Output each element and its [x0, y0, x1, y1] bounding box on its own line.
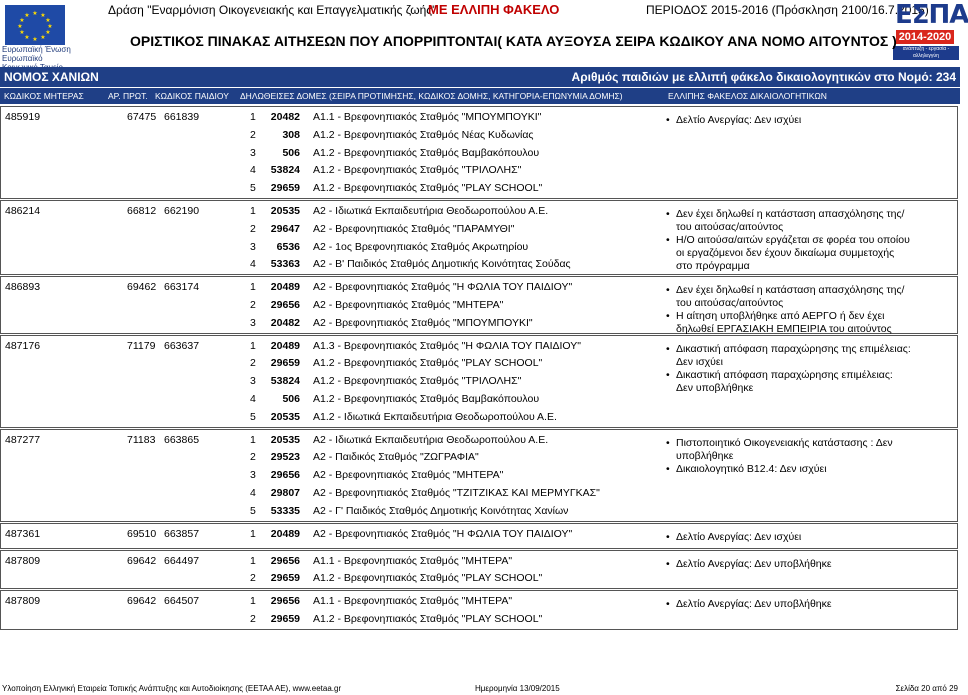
- page-title: ΟΡΙΣΤΙΚΟΣ ΠΙΝΑΚΑΣ ΑΙΤΗΣΕΩΝ ΠΟΥ ΑΠΟΡΡΙΠΤΟΝΤΑΙ( ΚΑΤΑ ΑΥΞΟΥΣΑ ΣΕΙΡΑ ΚΩΔΙΚΟΥ ΑΝΑ ΝΟΜΟ ΑΙΤΟΥΝΤΟΣ ): [130, 33, 897, 49]
- structure-code: 506: [282, 146, 300, 159]
- mother-code: 487361: [5, 527, 41, 540]
- missing-docs-notes: [666, 114, 911, 127]
- espa-subtitle: ανάπτυξη - εργασία - αλληλεγγύη: [893, 46, 959, 60]
- preference-rank: 1: [250, 205, 256, 217]
- missing-doc-note: • Δελτίο Ανεργίας: Δεν υποβλήθηκε: [666, 598, 911, 611]
- prefecture-bar: [0, 67, 960, 87]
- missing-doc-note: • Δικαιολογητικό Β12.4: Δεν ισχύει: [666, 463, 911, 476]
- preference-rank: 1: [250, 595, 256, 608]
- preference-rank: 3: [250, 146, 256, 159]
- preference-rank: 2: [250, 298, 256, 311]
- structure-name: Α2 - Βρεφονηπιακός Σταθμός "Η ΦΩΛΙΑ ΤΟΥ ΠΑΙΔΙΟΥ": [313, 281, 573, 294]
- structure-code: 20482: [270, 316, 300, 329]
- preference-rank: 2: [250, 357, 256, 370]
- record-row: [0, 276, 958, 336]
- structure-name: Α1.1 - Βρεφονηπιακός Σταθμός "ΜΗΤΕΡΑ": [313, 595, 513, 608]
- protocol-number: 69462: [127, 281, 157, 294]
- preference-rank: 2: [250, 572, 256, 585]
- eu-caption: Ευρωπαϊκή Ένωση Ευρωπαϊκό: [2, 45, 71, 63]
- structure-name: Α1.2 - Βρεφονηπιακός Σταθμός Νέας Κυδωνίας: [313, 128, 534, 141]
- structure-code: 29807: [270, 486, 300, 499]
- child-code: 663174: [164, 281, 200, 294]
- structure-name: Α1.1 - Βρεφονηπιακός Σταθμός "ΜΗΤΕΡΑ": [313, 554, 513, 567]
- child-code: 663637: [164, 339, 200, 352]
- record-row: [0, 429, 958, 522]
- missing-docs-notes: [666, 208, 911, 273]
- mother-code: 486893: [5, 281, 41, 294]
- child-code: 663865: [164, 433, 200, 446]
- mother-code: 486214: [5, 205, 41, 217]
- preference-rank: 3: [250, 469, 256, 482]
- missing-docs-notes: [666, 284, 911, 336]
- structure-name: Α2 - Βρεφονηπιακός Σταθμός "ΜΠΟΥΜΠΟΥΚΙ": [313, 316, 533, 329]
- footer-date: Ημερομηνία 13/09/2015: [475, 684, 560, 693]
- structure-name: Α1.2 - Ιδιωτικά Εκπαιδευτήρια Θεοδωροπούλου Α.Ε.: [313, 410, 557, 423]
- table-header: [0, 88, 960, 104]
- structure-code: 29659: [270, 612, 300, 625]
- preference-rank: 5: [250, 182, 256, 195]
- preference-rank: 2: [250, 128, 256, 141]
- missing-doc-note: • Η/Ο αιτούσα/αιτών εργάζεται σε φορέα του οποίου οι εργαζόμενοι δεν έχουν δικαίωμα συμμετοχής στο πρόγραμμα: [666, 234, 911, 273]
- missing-docs-notes: [666, 343, 911, 395]
- structure-code: 6536: [276, 240, 300, 253]
- missing-doc-note: • Δεν έχει δηλωθεί η κατάσταση απασχόλησης της/του αιτούσας/αιτούντος: [666, 208, 911, 234]
- structure-code: 29656: [270, 554, 300, 567]
- preference-rank: 4: [250, 164, 256, 177]
- structure-name: Α1.2 - Βρεφονηπιακός Σταθμός Βαμβακόπουλου: [313, 392, 540, 405]
- record-row: [0, 335, 958, 428]
- structure-name: Α1.2 - Βρεφονηπιακός Σταθμός "PLAY SCHOOL": [313, 182, 543, 195]
- structure-code: 29659: [270, 357, 300, 370]
- svg-text:★: ★: [32, 36, 38, 43]
- structure-name: Α1.3 - Βρεφονηπιακός Σταθμός "Η ΦΩΛΙΑ ΤΟΥ ΠΑΙΔΙΟΥ": [313, 339, 581, 352]
- structure-name: Α2 - Β' Παιδικός Σταθμός Δημοτικής Κοινότητας Σούδας: [313, 258, 571, 271]
- protocol-number: 67475: [127, 111, 157, 123]
- protocol-number: 71179: [127, 339, 156, 352]
- prefecture-count: Αριθμός παιδιών με ελλιπή φάκελο δικαιολογητικών στο Νομό: 234: [571, 70, 956, 84]
- structure-name: Α2 - Ιδιωτικά Εκπαιδευτήρια Θεοδωροπούλου Α.Ε.: [313, 433, 549, 446]
- structure-name: Α1.1 - Βρεφονηπιακός Σταθμός "ΜΠΟΥΜΠΟΥΚΙ": [313, 111, 542, 123]
- header-missing-docs: ΕΛΛΙΠΗΣ ΦΑΚΕΛΟΣ ΔΙΚΑΙΟΛΟΓΗΤΙΚΩΝ: [668, 91, 827, 101]
- espa-word: ΕΣΠΑ: [895, 0, 968, 30]
- structure-code: 20482: [270, 111, 300, 123]
- structure-code: 29656: [270, 298, 300, 311]
- preference-rank: 1: [250, 554, 256, 567]
- preference-rank: 5: [250, 504, 256, 517]
- mother-code: 487809: [5, 554, 41, 567]
- structure-code: 20489: [270, 527, 300, 540]
- structure-name: Α2 - Βρεφονηπιακός Σταθμός "ΤΖΙΤΖΙΚΑΣ ΚΑΙ ΜΕΡΜΥΓΚΑΣ": [313, 486, 600, 499]
- record-row: [0, 590, 958, 630]
- protocol-number: 69642: [127, 595, 157, 608]
- structure-name: Α1.2 - Βρεφονηπιακός Σταθμός "ΤΡΙΛΟΛΗΣ": [313, 164, 522, 177]
- structure-code: 20535: [270, 410, 300, 423]
- structure-code: 29659: [270, 572, 300, 585]
- svg-text:★: ★: [40, 34, 46, 41]
- protocol-number: 71183: [127, 433, 156, 446]
- mother-code: 487809: [5, 595, 41, 608]
- header-structures: ΔΗΛΩΘΕΙΣΕΣ ΔΟΜΕΣ (ΣΕΙΡΑ ΠΡΟΤΙΜΗΣΗΣ, ΚΩΔΙΚΟΣ ΔΟΜΗΣ, ΚΑΤΗΓΟΡΙΑ-ΕΠΩΝΥΜΙΑ ΔΟΜΗΣ): [240, 91, 623, 101]
- preference-rank: 1: [250, 111, 256, 123]
- svg-text:★: ★: [45, 17, 51, 24]
- structure-code: 29656: [270, 469, 300, 482]
- structure-code: 53363: [270, 258, 300, 271]
- protocol-number: 69642: [127, 554, 157, 567]
- record-row: [0, 200, 958, 275]
- structure-code: 20489: [270, 339, 300, 352]
- structure-name: Α2 - Βρεφονηπιακός Σταθμός "ΠΑΡΑΜΥΘΙ": [313, 222, 515, 235]
- svg-text:★: ★: [32, 10, 38, 17]
- preference-rank: 1: [250, 281, 256, 294]
- preference-rank: 3: [250, 375, 256, 388]
- child-code: 661839: [164, 111, 200, 123]
- preference-rank: 2: [250, 451, 256, 464]
- action-title: Δράση "Εναρμόνιση Οικογενειακής και Επαγγελματικής ζωής": [108, 3, 437, 17]
- missing-doc-note: • Η αίτηση υποβλήθηκε από ΑΕΡΓΟ ή δεν έχει δηλωθεί ΕΡΓΑΣΙΑΚΗ ΕΜΠΕΙΡΙΑ του αιτούντος: [666, 310, 911, 336]
- structure-name: Α1.2 - Βρεφονηπιακός Σταθμός "PLAY SCHOOL": [313, 612, 543, 625]
- preference-rank: 4: [250, 392, 256, 405]
- mother-code: 487277: [5, 433, 41, 446]
- child-code: 664507: [164, 595, 200, 608]
- structure-code: 29659: [270, 182, 300, 195]
- eu-flag-logo: [5, 5, 65, 45]
- svg-text:★: ★: [19, 17, 25, 24]
- svg-text:★: ★: [19, 29, 25, 36]
- structure-name: Α2 - Γ' Παιδικός Σταθμός Δημοτικής Κοινότητας Χανίων: [313, 504, 569, 517]
- espa-years: 2014-2020: [896, 30, 954, 44]
- top-header: [0, 2, 960, 18]
- missing-doc-note: • Πιστοποιητικό Οικογενειακής κατάστασης : Δεν υποβλήθηκε: [666, 437, 911, 463]
- header-child-code: ΚΩΔΙΚΟΣ ΠΑΙΔΙΟΥ: [155, 91, 229, 101]
- prefecture-name: ΝΟΜΟΣ ΧΑΝΙΩΝ: [4, 70, 99, 84]
- missing-doc-note: • Δελτίο Ανεργίας: Δεν υποβλήθηκε: [666, 558, 911, 571]
- header-mother-code: ΚΩΔΙΚΟΣ ΜΗΤΕΡΑΣ: [4, 91, 84, 101]
- missing-doc-note: • Δελτίο Ανεργίας: Δεν ισχύει: [666, 531, 911, 544]
- missing-doc-note: • Δικαστική απόφαση παραχώρησης της επιμέλειας: Δεν ισχύει: [666, 343, 911, 369]
- mother-code: 487176: [5, 339, 41, 352]
- missing-docs-notes: [666, 437, 911, 476]
- structure-code: 29656: [270, 595, 300, 608]
- child-code: 663857: [164, 527, 200, 540]
- footer-implementation: Υλοποίηση Ελληνική Εταιρεία Τοπικής Ανάπτυξης και Αυτοδιοίκησης (ΕΕΤΑΑ ΑΕ), www.eetaa.gr: [2, 684, 342, 693]
- missing-doc-note: • Δικαστική απόφαση παραχώρησης επιμέλειας: Δεν υποβλήθηκε: [666, 369, 911, 395]
- missing-docs-notes: [666, 531, 911, 544]
- svg-text:★: ★: [24, 12, 30, 19]
- structure-name: Α1.2 - Βρεφονηπιακός Σταθμός "ΤΡΙΛΟΛΗΣ": [313, 375, 522, 388]
- preference-rank: 2: [250, 612, 256, 625]
- svg-text:★: ★: [40, 12, 46, 19]
- file-state-title: ΜΕ ΕΛΛΙΠΗ ΦΑΚΕΛΟ: [428, 2, 560, 17]
- structure-code: 29523: [270, 451, 300, 464]
- structure-name: Α2 - Βρεφονηπιακός Σταθμός "ΜΗΤΕΡΑ": [313, 469, 504, 482]
- record-row: [0, 106, 958, 199]
- record-row: [0, 550, 958, 590]
- structure-code: 506: [282, 392, 300, 405]
- structure-name: Α1.2 - Βρεφονηπιακός Σταθμός "PLAY SCHOOL": [313, 572, 543, 585]
- structure-code: 308: [282, 128, 300, 141]
- footer-page: Σελίδα 20 από 29: [895, 684, 958, 693]
- period-title: ΠΕΡΙΟΔΟΣ 2015-2016 (Πρόσκληση 2100/16.7.2015): [646, 3, 929, 17]
- missing-doc-note: • Δελτίο Ανεργίας: Δεν ισχύει: [666, 114, 911, 127]
- svg-text:★: ★: [47, 23, 53, 30]
- preference-rank: 5: [250, 410, 256, 423]
- structure-name: Α1.2 - Βρεφονηπιακός Σταθμός Βαμβακόπουλου: [313, 146, 540, 159]
- preference-rank: 3: [250, 240, 256, 253]
- child-code: 662190: [164, 205, 200, 217]
- structure-code: 20535: [270, 433, 300, 446]
- preference-rank: 4: [250, 258, 256, 271]
- structure-code: 53824: [270, 375, 300, 388]
- preference-rank: 1: [250, 339, 256, 352]
- svg-text:★: ★: [17, 23, 23, 30]
- structure-code: 29647: [270, 222, 300, 235]
- structure-code: 20489: [270, 281, 300, 294]
- preference-rank: 3: [250, 316, 256, 329]
- child-code: 664497: [164, 554, 200, 567]
- structure-name: Α2 - Ιδιωτικά Εκπαιδευτήρια Θεοδωροπούλου Α.Ε.: [313, 205, 549, 217]
- preference-rank: 4: [250, 486, 256, 499]
- structure-name: Α2 - Βρεφονηπιακός Σταθμός "Η ΦΩΛΙΑ ΤΟΥ ΠΑΙΔΙΟΥ": [313, 527, 573, 540]
- protocol-number: 69510: [127, 527, 157, 540]
- structure-name: Α2 - Παιδικός Σταθμός "ΖΩΓΡΑΦΙΑ": [313, 451, 479, 464]
- preference-rank: 1: [250, 527, 256, 540]
- structure-name: Α1.2 - Βρεφονηπιακός Σταθμός "PLAY SCHOOL": [313, 357, 543, 370]
- protocol-number: 66812: [127, 205, 157, 217]
- svg-text:★: ★: [24, 34, 30, 41]
- structure-code: 53335: [270, 504, 300, 517]
- missing-docs-notes: [666, 598, 911, 611]
- structure-code: 20535: [270, 205, 300, 217]
- preference-rank: 2: [250, 222, 256, 235]
- svg-text:★: ★: [45, 29, 51, 36]
- record-row: [0, 523, 958, 549]
- structure-name: Α2 - Βρεφονηπιακός Σταθμός "ΜΗΤΕΡΑ": [313, 298, 504, 311]
- structure-code: 53824: [270, 164, 300, 177]
- preference-rank: 1: [250, 433, 256, 446]
- missing-docs-notes: [666, 558, 911, 571]
- missing-doc-note: • Δεν έχει δηλωθεί η κατάσταση απασχόλησης της/του αιτούσας/αιτούντος: [666, 284, 911, 310]
- mother-code: 485919: [5, 111, 41, 123]
- structure-name: Α2 - 1ος Βρεφονηπιακός Σταθμός Ακρωτηρίου: [313, 240, 529, 253]
- header-protocol: ΑΡ. ΠΡΩΤ.: [108, 91, 148, 101]
